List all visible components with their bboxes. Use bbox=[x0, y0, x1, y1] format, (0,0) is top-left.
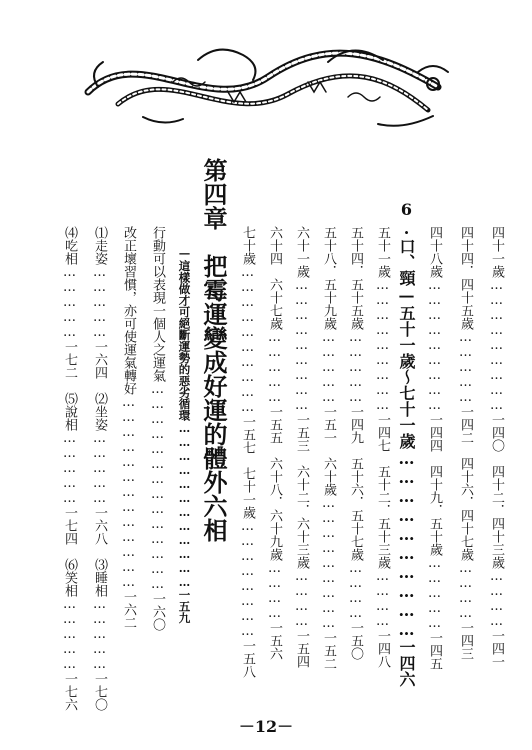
toc-entry: 四十一歲………………………一四〇 四十二．四十三歲…………一四一 bbox=[489, 226, 504, 668]
toc-entry: 四十八歲………………………一四四 四十九．五十歲……………一四五 bbox=[427, 226, 442, 670]
chapter-title: 第四章 把霉運變成好運的體外六相 bbox=[199, 158, 227, 542]
toc-entry: ⑷吃相……………一七二 ⑸說相……………一七四 ⑹笑相……………一七六 bbox=[62, 226, 77, 711]
toc-entry: 行動可以表現一個人之運氣……………………………………一六〇 bbox=[150, 226, 165, 631]
toc-entry: 六十四 六十七歲……………一五五 六十八．六十九歲…………一五六 bbox=[267, 226, 282, 660]
toc-entry: 七十歲…………………………一五七 七十一歲……………………一五八 bbox=[240, 226, 255, 678]
toc-entry: 五十八．五十九歲……………一五一 六十歲………………………一五二 bbox=[321, 226, 336, 670]
dragon-illustration bbox=[78, 32, 458, 137]
section-heading: 6.口、頸—五十一歲〜七十一歲…………………………一四六 bbox=[397, 200, 416, 687]
toc-entry: 四十四．四十五歲……………一四二 四十六．四十七歲…………一四三 bbox=[458, 226, 473, 660]
toc-entry: 改正壞習慣，亦可使運氣轉好…………………………………一六二 bbox=[121, 226, 136, 629]
page-number: －12－ bbox=[238, 717, 294, 736]
chapter-subtitle: —這樣做才可絕斷運勢的惡劣循環………………………………一五九 bbox=[177, 246, 192, 624]
toc-entry: 五十四．五十五歲……………一四九 五十六．五十七歲…………一五〇 bbox=[348, 226, 363, 660]
toc-entry: ⑴走姿……………一六四 ⑵坐姿……………一六八 ⑶睡相……………一七〇 bbox=[92, 226, 107, 711]
toc-entry: 六十一歲………………………一五三 六十二．六十三歲…………一五四 bbox=[294, 226, 309, 668]
toc-entry: 五十一歲………………………一四七 五十二．五十三歲…………一四八 bbox=[375, 226, 390, 668]
